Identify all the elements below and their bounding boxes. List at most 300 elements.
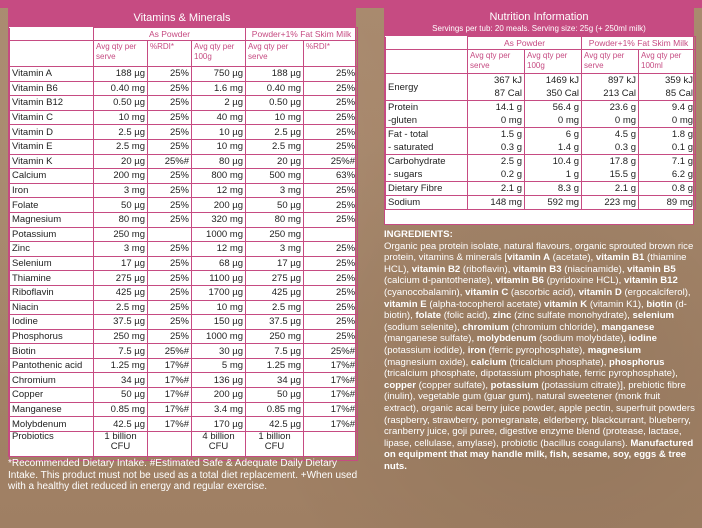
nutrient-value: 20 µg — [94, 154, 148, 169]
nutrient-value: 7.5 µg — [246, 344, 304, 359]
top-strip — [0, 0, 702, 8]
value-primary: 23.6 g — [609, 102, 637, 113]
value-primary: 1.8 g — [671, 129, 694, 140]
nutrient-name: Folate — [10, 198, 94, 213]
value-primary: 2.1 g — [614, 183, 637, 194]
nutrient-value: 10 mg — [246, 110, 304, 125]
nutrient-value — [525, 155, 582, 182]
nutrient-value: 20 µg — [246, 154, 304, 169]
nutrient-name: Vitamin E — [10, 139, 94, 154]
vitamins-title: Vitamins & Minerals — [9, 9, 355, 27]
ingredient-text: (alpha-tocopherol acetate) — [426, 298, 544, 310]
col-avg-100g: Avg qty per 100g — [192, 41, 246, 67]
nutrient-name: Probiotics — [10, 431, 94, 460]
nutrient-value: 1700 µg — [192, 285, 246, 300]
value-secondary: 0 mg — [500, 115, 522, 126]
nutrient-value: 25% — [304, 125, 358, 140]
nutrition-panel — [384, 8, 694, 225]
nutrient-value: 25% — [304, 67, 358, 82]
nutrient-value: 0.85 mg — [246, 402, 304, 417]
nutrient-value: 10 mg — [192, 300, 246, 315]
value-secondary: 350 Cal — [546, 88, 580, 99]
nutrient-value: 1.25 mg — [94, 358, 148, 373]
nutrient-value: 200 µg — [192, 198, 246, 213]
value-secondary: 0 mg — [557, 115, 580, 126]
nutrient-value — [639, 74, 696, 101]
value-primary: 7.1 g — [671, 156, 694, 167]
ingredient-highlight: potassium — [490, 379, 539, 391]
nutrition-row — [386, 128, 696, 155]
nutrient-name: Molybdenum — [10, 417, 94, 432]
nutrient-value: 275 µg — [246, 271, 304, 286]
nutrient-value: 25% — [148, 81, 192, 96]
nutrient-value: 25% — [304, 139, 358, 154]
nutrient-value: 25% — [148, 96, 192, 111]
nutrient-value: 25% — [148, 271, 192, 286]
nutrient-value: 25% — [148, 315, 192, 330]
ingredient-highlight: iodine — [628, 333, 657, 345]
nutrient-value: 188 µg — [246, 67, 304, 82]
nutrient-value: 0.85 mg — [94, 402, 148, 417]
nutrient-value: 40 mg — [192, 110, 246, 125]
value-secondary: 0.2 g — [500, 169, 522, 180]
nutrient-value: 425 µg — [94, 285, 148, 300]
vitamin-row — [10, 417, 358, 432]
value-primary: 359 kJ — [665, 75, 694, 86]
nutrient-value: 25% — [148, 67, 192, 82]
nutrient-value: 25% — [304, 315, 358, 330]
nutrient-value: 750 µg — [192, 67, 246, 82]
nutrient-value — [582, 155, 639, 182]
nutrient-name: Sodium — [388, 197, 421, 208]
group-with-milk: Powder+1% Fat Skim Milk — [246, 28, 358, 41]
ingredient-text: (riboflavin), — [460, 263, 514, 275]
nutrient-value: 80 mg — [94, 212, 148, 227]
value-primary: 2.1 g — [500, 183, 522, 194]
nutrient-value: 7.5 µg — [94, 344, 148, 359]
nutrition-title: Nutrition Information — [489, 11, 589, 23]
nutrition-row — [386, 155, 696, 182]
ingredient-highlight: zinc — [492, 310, 512, 322]
nutrient-value: 25% — [304, 271, 358, 286]
nutrient-value: 25% — [148, 285, 192, 300]
nutrient-label — [386, 155, 468, 182]
nutrient-value: 425 µg — [246, 285, 304, 300]
nutrient-value — [304, 227, 358, 242]
nutrient-value: 188 µg — [94, 67, 148, 82]
nutrient-name: Carbohydrate — [388, 156, 446, 167]
vitamins-table — [9, 27, 358, 461]
nutrient-value: 25% — [304, 242, 358, 257]
value-secondary: 1 g — [565, 169, 580, 180]
nutrition-table — [385, 36, 696, 210]
nutrient-value — [639, 101, 696, 128]
nutrient-value — [582, 196, 639, 210]
nutrient-value: 12 mg — [192, 183, 246, 198]
vitamin-row — [10, 256, 358, 271]
nutrition-row — [386, 196, 696, 210]
value-primary: 10.4 g — [552, 156, 580, 167]
vitamin-row — [10, 212, 358, 227]
nutrient-value: 2.5 mg — [94, 139, 148, 154]
nutrient-value: 50 µg — [246, 198, 304, 213]
vitamin-row — [10, 67, 358, 82]
ingredient-text: (folic acid), — [441, 310, 493, 322]
ingredient-highlight: magnesium — [587, 344, 642, 356]
nutrient-value — [639, 196, 696, 210]
ingredient-highlight: calcium — [470, 356, 507, 368]
ingredient-text: (potassium citrate)], prebiotic fibre (inulin), vegetable gum (guar gum), natural sweetener (monk fruit extract), organic acai berry juice powder, apple pectin, superfruit powders (raspberry, strawberry, pomegranate, elderberry, blackcurrant, blueberry, cranberry juice, goji puree, digestive enzyme blend (protease, lactase, lipase, cellulase, amylase), probiotic (bacillus coagulans). — [384, 379, 695, 449]
nutrient-value: 1 billion CFU — [94, 431, 148, 460]
col-rdi: %RDI* — [148, 41, 192, 67]
nutrient-value: 25% — [304, 183, 358, 198]
nutrient-value: 37.5 µg — [94, 315, 148, 330]
vitamin-row — [10, 198, 358, 213]
nutrient-value: 0.40 mg — [94, 81, 148, 96]
ingredient-text: (sodium molybdate), — [536, 333, 629, 345]
group-as-powder: As Powder — [94, 28, 246, 41]
nutrient-value — [639, 182, 696, 196]
nutrient-value: 80 mg — [246, 212, 304, 227]
nutrient-value: 2 µg — [192, 96, 246, 111]
col-100g: Avg qty per 100g — [525, 50, 582, 74]
nutrient-name: Protein — [388, 102, 419, 113]
nutrient-value: 25% — [304, 96, 358, 111]
nutrient-value: 4 billion CFU — [192, 431, 246, 460]
nutrient-value: 63% — [304, 169, 358, 184]
nutrient-value: 17%# — [148, 417, 192, 432]
ingredient-highlight: chromium — [462, 321, 509, 333]
nutrient-name: Niacin — [10, 300, 94, 315]
ingredient-text: (chromium chloride), — [508, 321, 602, 333]
header-spacer — [386, 37, 468, 50]
nutrient-value — [639, 128, 696, 155]
ingredient-highlight: vitamin C — [465, 286, 509, 298]
nutrient-value: 25% — [148, 300, 192, 315]
header-spacer — [10, 41, 94, 67]
vitamin-row — [10, 169, 358, 184]
value-secondary: 6.2 g — [671, 169, 694, 180]
value-primary: 4.5 g — [614, 129, 637, 140]
nutrient-value: 30 µg — [192, 344, 246, 359]
nutrient-name: Calcium — [10, 169, 94, 184]
vitamin-row — [10, 358, 358, 373]
nutrient-value: 200 µg — [192, 388, 246, 403]
nutrient-value — [468, 101, 525, 128]
nutrient-value: 50 µg — [94, 388, 148, 403]
value-primary: 56.4 g — [552, 102, 580, 113]
vitamin-row — [10, 344, 358, 359]
nutrient-name: Manganese — [10, 402, 94, 417]
nutrient-value — [582, 128, 639, 155]
nutrient-value: 250 mg — [94, 227, 148, 242]
nutrient-value: 25% — [148, 125, 192, 140]
empty-cell — [148, 431, 192, 460]
nutrient-value: 10 mg — [192, 139, 246, 154]
nutrient-value: 800 mg — [192, 169, 246, 184]
nutrient-value — [639, 155, 696, 182]
nutrient-value: 10 mg — [94, 110, 148, 125]
nutrient-name: Vitamin K — [10, 154, 94, 169]
nutrient-label — [386, 196, 468, 210]
nutrient-value: 25% — [148, 329, 192, 344]
vitamin-row — [10, 139, 358, 154]
nutrient-value: 3 mg — [246, 242, 304, 257]
value-primary: 14.1 g — [495, 102, 522, 113]
nutrient-value: 25% — [304, 285, 358, 300]
nutrient-name: Potassium — [10, 227, 94, 242]
ingredient-highlight: vitamin A — [507, 252, 550, 264]
col-rdi-milk: %RDI* — [304, 41, 358, 67]
col-serve: Avg qty per serve — [468, 50, 525, 74]
nutrient-value: 1000 mg — [192, 329, 246, 344]
nutrient-value: 17%# — [148, 388, 192, 403]
nutrient-value: 10 µg — [192, 125, 246, 140]
nutrient-value: 50 µg — [246, 388, 304, 403]
ingredient-text: (ascorbic acid), — [508, 286, 579, 298]
nutrient-value: 25% — [148, 139, 192, 154]
nutrient-value: 250 mg — [94, 329, 148, 344]
ingredient-highlight: vitamin B3 — [513, 263, 562, 275]
nutrient-value: 25% — [304, 81, 358, 96]
nutrient-value: 25% — [304, 300, 358, 315]
nutrient-value: 17%# — [304, 402, 358, 417]
vitamin-row — [10, 110, 358, 125]
vitamin-row — [10, 315, 358, 330]
value-primary: 6 g — [565, 129, 580, 140]
value-primary: 592 mg — [547, 197, 580, 208]
vitamins-panel — [8, 8, 356, 457]
nutrient-value: 3 mg — [246, 183, 304, 198]
value-primary: 1.5 g — [500, 129, 522, 140]
value-secondary: 0.1 g — [671, 142, 694, 153]
nutrient-label — [386, 128, 468, 155]
nutrient-label — [386, 101, 468, 128]
ingredient-text: (tricalcium phosphate, dipotassium phosphate, ferric pyrophosphate), — [384, 368, 678, 380]
ingredient-highlight: molybdenum — [476, 333, 537, 345]
servings-info: Servings per tub: 20 meals. Serving size: 25g (+ 250ml milk) — [432, 24, 646, 33]
ingredient-text: (sodium selenite), — [384, 321, 463, 333]
nutrient-value: 42.5 µg — [246, 417, 304, 432]
ingredient-text: (potassium iodide), — [384, 344, 468, 356]
vitamin-row — [10, 300, 358, 315]
vitamin-row — [10, 271, 358, 286]
ingredient-text: (vitamin K1), — [587, 298, 647, 310]
vitamin-row — [10, 285, 358, 300]
nutrient-value: 34 µg — [94, 373, 148, 388]
nutrient-value: 17%# — [304, 417, 358, 432]
ingredient-text: (pyridoxine HCL), — [543, 275, 624, 287]
nutrient-value: 1100 µg — [192, 271, 246, 286]
ingredient-highlight: manganese — [601, 321, 655, 333]
nutrient-value: 2.5 mg — [94, 300, 148, 315]
nutrient-value — [468, 182, 525, 196]
vitamin-row — [10, 388, 358, 403]
ingredient-highlight: Manufactured on equipment that may handle milk, fish, sesame, soy, eggs & tree nuts. — [384, 437, 694, 472]
nutrient-value: 150 µg — [192, 315, 246, 330]
value-primary: 8.3 g — [557, 183, 580, 194]
vitamin-row — [10, 227, 358, 242]
ingredient-text: (copper sulfate), — [416, 379, 491, 391]
nutrient-value: 25% — [148, 198, 192, 213]
nutrient-name: Magnesium — [10, 212, 94, 227]
col-avg-serve: Avg qty per serve — [94, 41, 148, 67]
nutrient-value: 25% — [148, 256, 192, 271]
ingredient-text: (d-biotin), — [384, 298, 687, 322]
ingredient-highlight: vitamin D — [578, 286, 622, 298]
nutrient-name: Biotin — [10, 344, 94, 359]
ingredient-text: (ergocalciferol), — [621, 286, 691, 298]
value-secondary: 0 mg — [671, 115, 694, 126]
nutrition-row — [386, 101, 696, 128]
probiotics-row — [10, 431, 358, 460]
value-primary: 0.8 g — [671, 183, 694, 194]
nutrient-value: 17%# — [148, 358, 192, 373]
nutrient-value — [468, 74, 525, 101]
nutrient-name: Fat - total — [388, 129, 429, 140]
nutrient-value: 25% — [304, 256, 358, 271]
col-serve-milk: Avg qty per serve — [582, 50, 639, 74]
nutrient-value: 3.4 mg — [192, 402, 246, 417]
ingredient-highlight: phosphorus — [609, 356, 665, 368]
nutrient-value: 25%# — [304, 344, 358, 359]
ingredient-text: (calcium d-pantothenate), — [384, 275, 496, 287]
nutrition-header — [385, 9, 693, 36]
value-primary: 1469 kJ — [545, 75, 580, 86]
nutrient-name: Vitamin B12 — [10, 96, 94, 111]
ingredient-highlight: selenium — [632, 310, 675, 322]
nutrient-value: 2.5 mg — [246, 139, 304, 154]
nutrient-value: 320 mg — [192, 212, 246, 227]
ingredient-highlight: vitamin B6 — [495, 275, 544, 287]
nutrient-value: 34 µg — [246, 373, 304, 388]
nutrient-value: 3 mg — [94, 183, 148, 198]
nutrient-name: Phosphorus — [10, 329, 94, 344]
nutrient-value: 17%# — [304, 358, 358, 373]
nutrient-value: 3 mg — [94, 242, 148, 257]
nutrient-value: 25% — [304, 212, 358, 227]
value-primary: 148 mg — [490, 197, 522, 208]
ingredient-text: (manganese sulfate), — [384, 333, 477, 345]
nutrient-value: 0.50 µg — [94, 96, 148, 111]
nutrient-name: Vitamin B6 — [10, 81, 94, 96]
nutrient-value: 17 µg — [246, 256, 304, 271]
group-with-milk: Powder+1% Fat Skim Milk — [582, 37, 696, 50]
ingredient-highlight: copper — [384, 379, 416, 391]
value-secondary: 85 Cal — [665, 88, 694, 99]
nutrient-name: Riboflavin — [10, 285, 94, 300]
nutrient-value: 37.5 µg — [246, 315, 304, 330]
nutrient-value: 1 billion CFU — [246, 431, 304, 460]
header-spacer — [10, 28, 94, 41]
ingredients-body — [384, 241, 695, 472]
nutrient-value — [525, 196, 582, 210]
value-primary: 2.5 g — [500, 156, 522, 167]
vitamin-row — [10, 373, 358, 388]
nutrient-name: Selenium — [10, 256, 94, 271]
ingredient-text: (tricalcium phosphate), — [506, 356, 610, 368]
nutrient-value: 1.25 mg — [246, 358, 304, 373]
vitamin-row — [10, 242, 358, 257]
ingredients-text — [384, 229, 696, 472]
nutrient-value: 25% — [148, 169, 192, 184]
empty-cell — [304, 431, 358, 460]
nutrient-name: Iodine — [10, 315, 94, 330]
nutrient-name: Thiamine — [10, 271, 94, 286]
vitamin-row — [10, 402, 358, 417]
ingredient-highlight: folate — [415, 310, 442, 322]
footnote: *Recommended Dietary Intake. #Estimated Safe & Adequate Daily Dietary Intake. This product must not be used as a total diet replacement. +When used with a healthy diet reduced in energy and regular exercise. — [8, 458, 358, 492]
nutrient-subname: - sugars — [388, 169, 423, 180]
value-primary: 9.4 g — [671, 102, 694, 113]
value-secondary: 0.3 g — [614, 142, 637, 153]
nutrient-value: 17%# — [304, 373, 358, 388]
vitamin-row — [10, 154, 358, 169]
ingredient-highlight: biotin — [646, 298, 673, 310]
nutrient-name: Zinc — [10, 242, 94, 257]
col-100ml: Avg qty per 100ml — [639, 50, 696, 74]
nutrient-value — [582, 101, 639, 128]
ingredient-highlight: vitamin B12 — [623, 275, 678, 287]
nutrient-value — [148, 227, 192, 242]
value-primary: 17.8 g — [609, 156, 637, 167]
nutrition-row — [386, 182, 696, 196]
nutrient-value: 1000 mg — [192, 227, 246, 242]
nutrient-value: 0.50 µg — [246, 96, 304, 111]
nutrient-value: 0.40 mg — [246, 81, 304, 96]
nutrient-value: 17%# — [148, 373, 192, 388]
nutrient-value — [525, 182, 582, 196]
ingredient-text: (ferric pyrophosphate), — [485, 344, 588, 356]
nutrient-subname: -gluten — [388, 115, 418, 126]
nutrient-value: 25% — [304, 110, 358, 125]
value-secondary: 0 mg — [614, 115, 637, 126]
nutrient-value — [468, 128, 525, 155]
nutrient-value: 25%# — [148, 344, 192, 359]
ingredient-text: (acetate), — [550, 252, 596, 264]
nutrient-value: 42.5 µg — [94, 417, 148, 432]
nutrient-name: Pantothenic acid — [10, 358, 94, 373]
nutrient-value: 68 µg — [192, 256, 246, 271]
nutrient-value: 25% — [148, 110, 192, 125]
ingredient-text: (cyanocobalamin), — [384, 286, 466, 298]
ingredient-text: (thiamine HCL), — [384, 252, 687, 275]
group-as-powder: As Powder — [468, 37, 582, 50]
ingredient-text: (niacinamide), — [561, 263, 628, 275]
ingredient-highlight: vitamin B1 — [595, 252, 645, 264]
nutrient-value: 17 µg — [94, 256, 148, 271]
vitamin-row — [10, 183, 358, 198]
ingredient-highlight: vitamin B2 — [411, 263, 461, 275]
header-spacer — [386, 50, 468, 74]
nutrient-value: 2.5 µg — [246, 125, 304, 140]
nutrient-value: 25% — [304, 198, 358, 213]
nutrient-value: 5 mg — [192, 358, 246, 373]
ingredient-text: Organic pea protein isolate, natural flavours, organic sprouted brown rice protein, vitamins & minerals [ — [384, 240, 694, 264]
ingredient-highlight: vitamin K — [543, 298, 588, 310]
nutrient-value: 136 µg — [192, 373, 246, 388]
nutrient-value: 12 mg — [192, 242, 246, 257]
nutrient-value: 250 mg — [246, 329, 304, 344]
nutrient-subname: - saturated — [388, 142, 434, 153]
ingredient-highlight: iron — [467, 344, 486, 356]
nutrition-row — [386, 74, 696, 101]
vitamin-row — [10, 125, 358, 140]
nutrient-value — [582, 74, 639, 101]
nutrient-value — [525, 74, 582, 101]
nutrient-name: Dietary Fibre — [388, 183, 443, 194]
ingredients-title: INGREDIENTS: — [384, 229, 453, 240]
